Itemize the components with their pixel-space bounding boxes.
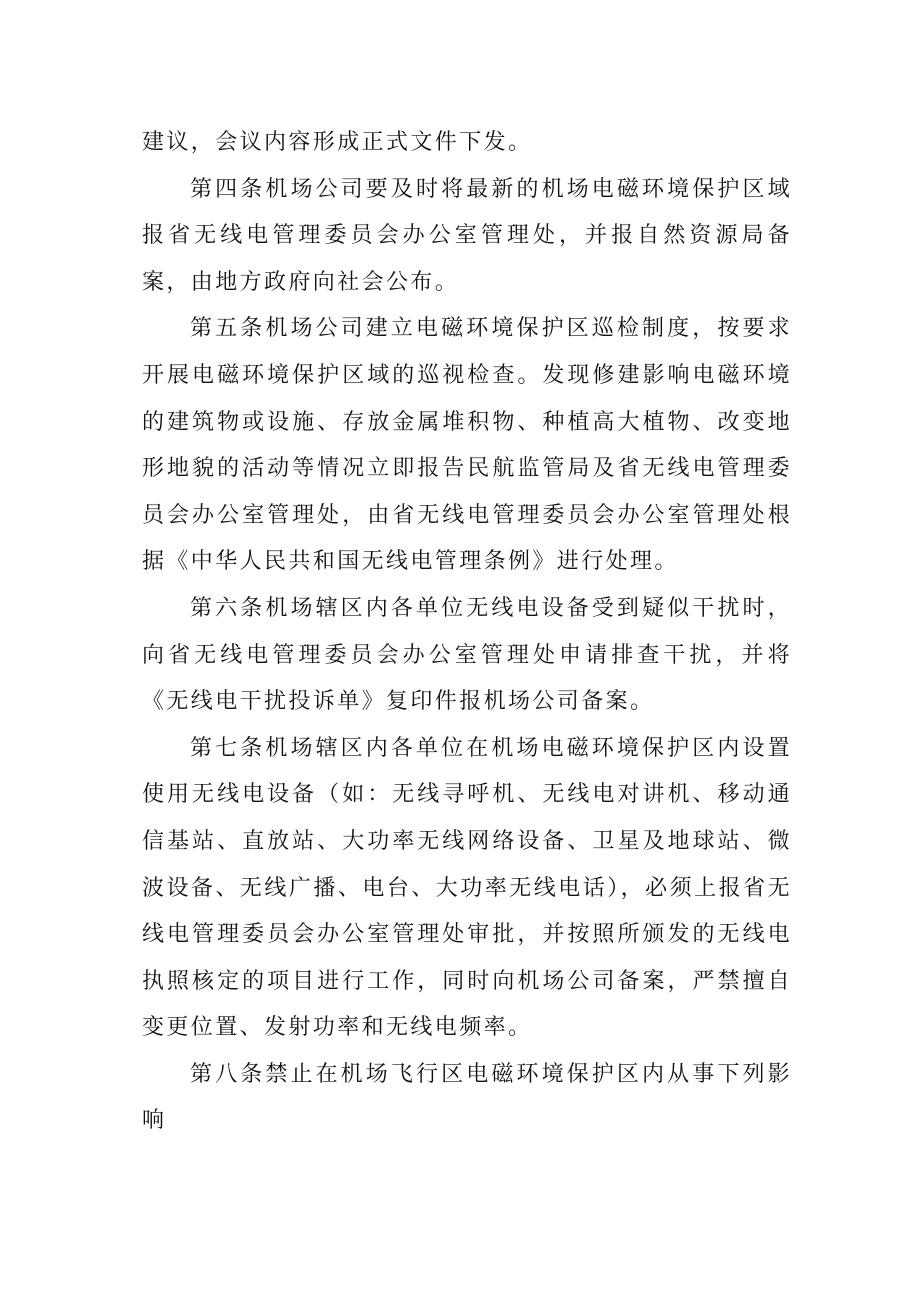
paragraph-article-7: 第七条机场辖区内各单位在机场电磁环境保护区内设置使用无线电设备（如：无线寻呼机、无线电对讲机、移动通信基站、直放站、大功率无线网络设备、卫星及地球站、微波设备、无线广播、电台、大功率无线电话），必须上报省无线电管理委员会办公室管理处审批，并按照所颁发的无线电执照核定的项目进行工作，同时向机场公司备案，严禁擅自变更位置、发射功率和无线电频率。 — [142, 735, 792, 1041]
paragraph-article-6: 第六条机场辖区内各单位无线电设备受到疑似干扰时，向省无线电管理委员会办公室管理处申请排查干扰，并将《无线电干扰投诉单》复印件报机场公司备案。 — [142, 595, 792, 715]
paragraph-article-8: 第八条禁止在机场飞行区电磁环境保护区内从事下列影响 — [142, 1061, 792, 1134]
document-body — [142, 120, 792, 1145]
paragraph-continuation: 建议，会议内容形成正式文件下发。 — [142, 130, 533, 155]
paragraph-article-4: 第四条机场公司要及时将最新的机场电磁环境保护区域报省无线电管理委员会办公室管理处，并报自然资源局备案，由地方政府向社会公布。 — [142, 176, 792, 295]
paragraph-article-5: 第五条机场公司建立电磁环境保护区巡检制度，按要求开展电磁环境保护区域的巡视检查。发现修建影响电磁环境的建筑物或设施、存放金属堆积物、种植高大植物、改变地形地貌的活动等情况立即报告民航监管局及省无线电管理委员会办公室管理处，由省无线电管理委员会办公室管理处根据《中华人民共和国无线电管理条例》进行处理。 — [142, 316, 792, 575]
